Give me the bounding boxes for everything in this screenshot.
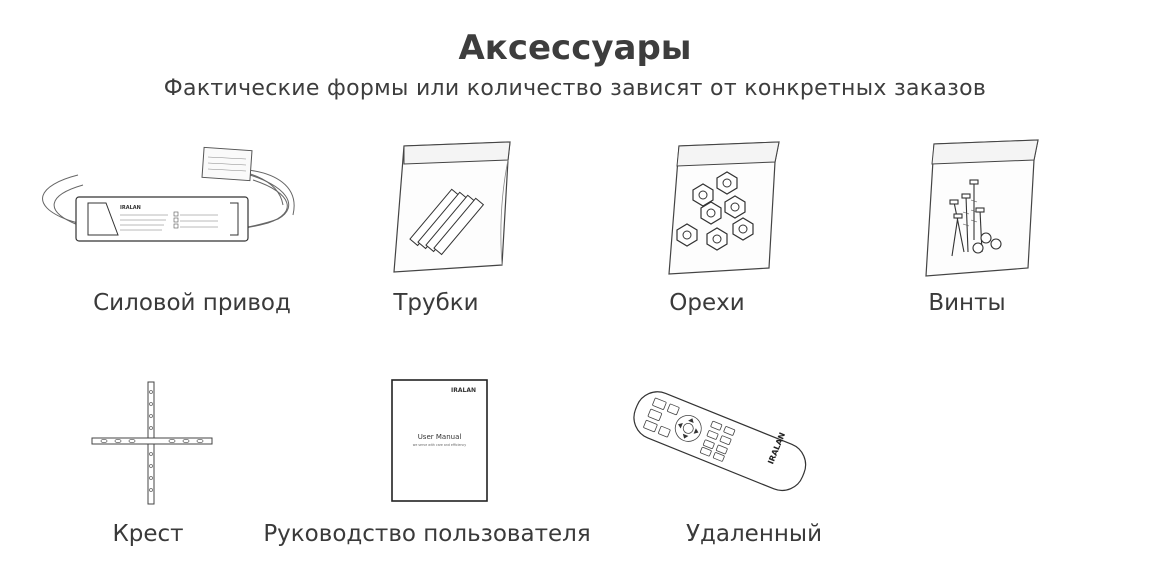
manual-subtitle: we serve with care and efficiency xyxy=(412,443,467,447)
remote-brand-label: IRALAN xyxy=(766,431,788,466)
user-manual-icon xyxy=(391,379,489,503)
accessory-label: Силовой привод xyxy=(93,290,291,316)
accessory-label: Трубки xyxy=(393,290,479,316)
manual-brand-label: IRALAN xyxy=(451,387,476,394)
accessory-label: Руководство пользователя xyxy=(263,521,591,547)
accessory-label: Удаленный xyxy=(685,521,823,547)
tubes-bag-icon xyxy=(390,140,515,275)
screws-bag-icon xyxy=(922,140,1042,280)
nuts-bag-icon xyxy=(665,140,785,280)
manual-title: User Manual xyxy=(417,433,462,441)
page-subtitle: Фактические формы или количество зависят от конкретных заказов xyxy=(163,76,987,101)
cross-connector-icon xyxy=(90,382,214,506)
accessory-label: Орехи xyxy=(669,290,745,316)
remote-control-icon xyxy=(622,378,812,502)
accessory-label: Крест xyxy=(112,521,184,547)
page-title: Аксессуары xyxy=(458,28,692,68)
driver-brand-label: IRALAN xyxy=(120,205,141,211)
power-driver-icon xyxy=(38,145,298,245)
accessory-label: Винты xyxy=(928,290,1006,316)
